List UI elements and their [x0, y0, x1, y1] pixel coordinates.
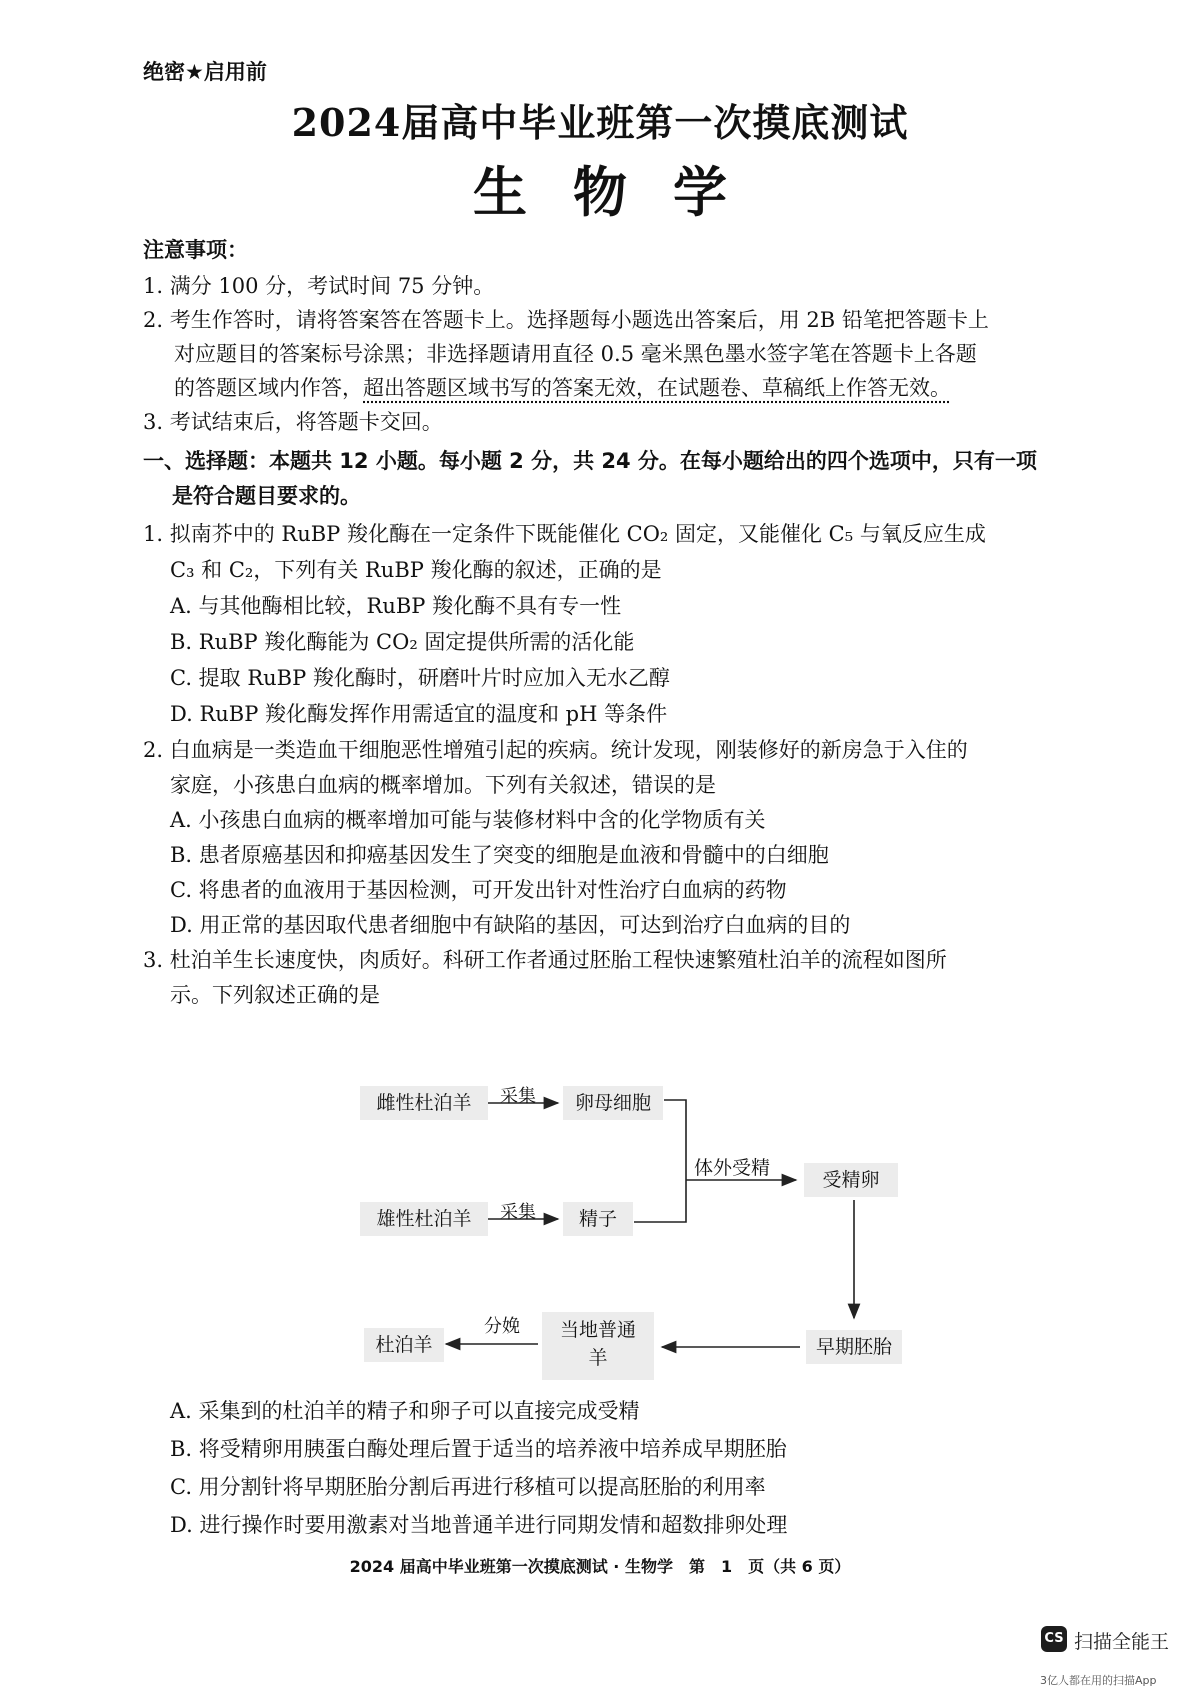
question-3-option-d: D. 进行操作时要用激素对当地普通羊进行同期发情和超数排卵处理 — [170, 1513, 788, 1537]
embryo-box: 早期胚胎 — [806, 1330, 902, 1364]
question-2-option-c: C. 将患者的血液用于基因检测，可开发出针对性治疗白血病的药物 — [170, 878, 787, 902]
question-3-option-c: C. 用分割针将早期胚胎分割后再进行移植可以提高胚胎的利用率 — [170, 1475, 766, 1499]
question-2-option-a: A. 小孩患白血病的概率增加可能与装修材料中含的化学物质有关 — [170, 808, 766, 832]
section-heading-cont: 是符合题目要求的。 — [172, 484, 361, 508]
question-1-option-d: D. RuBP 羧化酶发挥作用需适宜的温度和 pH 等条件 — [170, 702, 668, 726]
male-dorper-box: 雄性杜泊羊 — [360, 1202, 488, 1236]
local-sheep-box — [542, 1312, 654, 1380]
question-3-option-b: B. 将受精卵用胰蛋白酶处理后置于适当的培养液中培养成早期胚胎 — [170, 1437, 787, 1461]
local-sheep-label-cont: 羊 — [588, 1347, 608, 1369]
local-sheep-label: 当地普通 — [559, 1319, 636, 1341]
notice-item-emphasis: 超出答题区域书写的答案无效，在试题卷、草稿纸上作答无效。 — [363, 376, 951, 400]
page-footer: 2024 届高中毕业班第一次摸底测试 · 生物学 第 1 页（共 6 页） — [349, 1557, 851, 1576]
section-heading: 一、选择题：本题共 12 小题。每小题 2 分，共 24 分。在每小题给出的四个选项中，只有一项 — [143, 449, 1037, 473]
female-dorper-box: 雌性杜泊羊 — [360, 1086, 488, 1120]
notice-item: 对应题目的答案标号涂黑；非选择题请用直径 0.5 毫米黑色墨水签字笔在答题卡上各题 — [174, 342, 977, 366]
camscanner-logo-icon: CS — [1041, 1626, 1067, 1652]
question-3-stem-cont: 示。下列叙述正确的是 — [170, 983, 380, 1007]
question-1-stem-cont: C₃ 和 C₂，下列有关 RuBP 羧化酶的叙述，正确的是 — [170, 558, 662, 582]
ivf-label: 体外受精 — [694, 1157, 771, 1179]
confidential-label: 绝密★启用前 — [143, 60, 267, 84]
question-3-stem: 3. 杜泊羊生长速度快，肉质好。科研工作者通过胚胎工程快速繁殖杜泊羊的流程如图所 — [143, 948, 947, 972]
notice-item: 的答题区域内作答， — [174, 376, 363, 400]
sperm-box: 精子 — [563, 1202, 633, 1236]
question-1-option-a: A. 与其他酶相比较，RuBP 羧化酶不具有专一性 — [170, 594, 622, 618]
notice-item: 3. 考试结束后，将答题卡交回。 — [143, 410, 443, 434]
subject-title: 生物学 — [473, 160, 773, 224]
question-1-stem: 1. 拟南芥中的 RuBP 羧化酶在一定条件下既能催化 CO₂ 固定，又能催化 C₅ 与氧反应生成 — [143, 522, 986, 546]
camscanner-name: 扫描全能王 — [1074, 1631, 1170, 1653]
question-2-option-b: B. 患者原癌基因和抑癌基因发生了突变的细胞是血液和骨髓中的白细胞 — [170, 843, 829, 867]
question-2-stem-cont: 家庭，小孩患白血病的概率增加。下列有关叙述，错误的是 — [170, 773, 716, 797]
camscanner-tagline: 3亿人都在用的扫描App — [1040, 1674, 1157, 1687]
notice-item: 1. 满分 100 分，考试时间 75 分钟。 — [143, 274, 495, 298]
collect-label: 采集 — [500, 1202, 536, 1223]
birth-label: 分娩 — [484, 1316, 520, 1337]
notice-item-line — [174, 374, 951, 402]
question-3-option-a: A. 采集到的杜泊羊的精子和卵子可以直接完成受精 — [170, 1399, 640, 1423]
zygote-box: 受精卵 — [804, 1163, 898, 1197]
question-2-option-d: D. 用正常的基因取代患者细胞中有缺陷的基因，可达到治疗白血病的目的 — [170, 913, 851, 937]
notice-heading: 注意事项： — [143, 238, 248, 262]
oocyte-box: 卵母细胞 — [563, 1086, 663, 1120]
exam-title: 2024届高中毕业班第一次摸底测试 — [291, 100, 909, 145]
notice-item: 2. 考生作答时，请将答案答在答题卡上。选择题每小题选出答案后，用 2B 铅笔把答题卡上 — [143, 308, 989, 332]
collect-label: 采集 — [500, 1086, 536, 1107]
dorper-box: 杜泊羊 — [364, 1328, 444, 1362]
question-1-option-c: C. 提取 RuBP 羧化酶时，研磨叶片时应加入无水乙醇 — [170, 666, 670, 690]
question-1-option-b: B. RuBP 羧化酶能为 CO₂ 固定提供所需的活化能 — [170, 630, 635, 654]
question-2-stem: 2. 白血病是一类造血干细胞恶性增殖引起的疾病。统计发现，刚装修好的新房急于入住的 — [143, 738, 968, 762]
